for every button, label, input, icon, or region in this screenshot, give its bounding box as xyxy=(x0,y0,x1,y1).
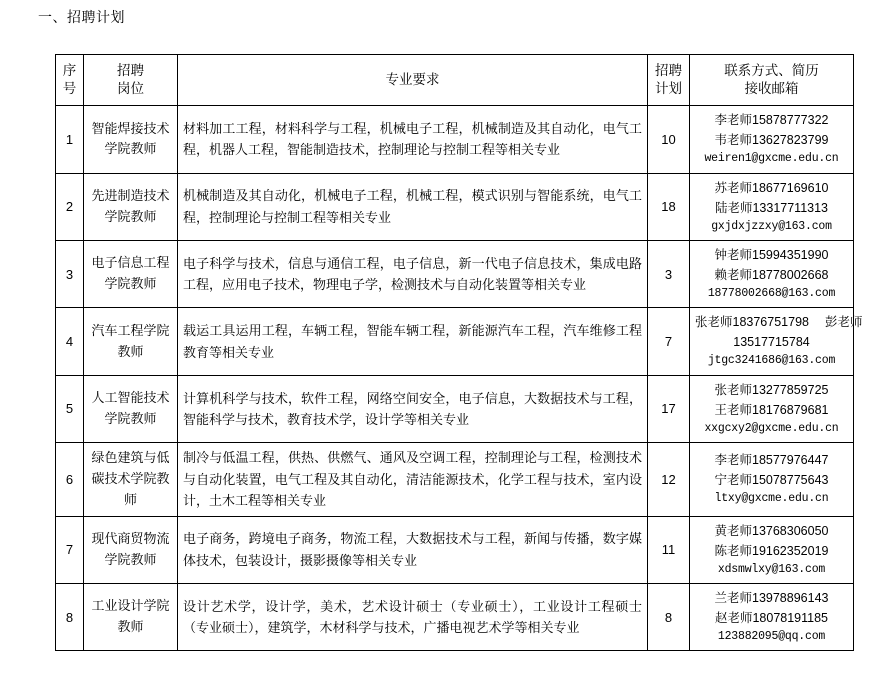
column-header-major: 专业要求 xyxy=(178,54,648,105)
cell-contact xyxy=(690,173,854,240)
cell-major-requirements: 电子商务，跨境电子商务，物流工程，大数据技术与工程，新闻与传播，数字媒体技术，包装设计，摄影摄像等相关专业 xyxy=(178,516,648,583)
cell-no: 7 xyxy=(56,516,84,583)
cell-no: 4 xyxy=(56,308,84,375)
column-header-contact-line1: 联系方式、简历 xyxy=(724,62,819,78)
cell-no: 2 xyxy=(56,173,84,240)
cell-post: 汽车工程学院教师 xyxy=(84,308,178,375)
table-row xyxy=(56,308,854,375)
contact-line: 张老师18376751798 彭老师 xyxy=(695,315,863,330)
table-row xyxy=(56,106,854,173)
cell-contact xyxy=(690,308,863,375)
column-header-contact-line2: 接收邮箱 xyxy=(744,81,799,97)
contact-email: 18778002668@163.com xyxy=(707,287,836,301)
contact-name-secondary: 彭老师 xyxy=(824,315,863,330)
cell-post: 智能焊接技术学院教师 xyxy=(84,106,178,173)
table-header xyxy=(56,54,854,105)
contact-line: 王老师18176879681 xyxy=(714,402,829,417)
contact-email: xxgcxy2@gxcme.edu.cn xyxy=(704,421,839,435)
contact-email: jtgc3241686@163.com xyxy=(707,354,836,368)
cell-contact xyxy=(690,443,854,516)
cell-major-requirements: 制冷与低温工程，供热、供燃气、通风及空调工程，控制理论与工程，检测技术与自动化装置，电气工程及其自动化，清洁能源技术，化学工程与技术，室内设计，土木工程等相关专业 xyxy=(178,443,648,516)
column-header-plan-line1: 招聘 xyxy=(655,62,682,78)
column-header-post-line1: 招聘 xyxy=(117,62,144,78)
contact-line: 钟老师15994351990 xyxy=(714,248,829,263)
cell-plan-count: 8 xyxy=(648,583,690,650)
contact-email: weiren1@gxcme.edu.cn xyxy=(704,152,839,166)
contact-line: 赖老师18778002668 xyxy=(714,268,829,283)
cell-contact xyxy=(690,375,854,442)
table-row xyxy=(56,443,854,516)
column-header-no xyxy=(56,54,84,105)
contact-line: 赵老师18078191185 xyxy=(714,610,829,625)
cell-major-requirements: 材料加工工程，材料科学与工程，机械电子工程，机械制造及其自动化，电气工程，机器人工程，智能制造技术，控制理论与控制工程等相关专业 xyxy=(178,106,648,173)
contact-line: 李老师18577976447 xyxy=(714,453,829,468)
column-header-no-line2: 号 xyxy=(62,81,77,97)
cell-post: 工业设计学院教师 xyxy=(84,583,178,650)
table-body xyxy=(56,106,863,651)
contact-line: 宁老师15078775643 xyxy=(714,473,829,488)
contact-line: 陆老师13317711313 xyxy=(714,200,829,215)
cell-contact xyxy=(690,516,854,583)
cell-contact xyxy=(690,583,854,650)
contact-email: xdsmwlxy@163.com xyxy=(717,562,826,576)
cell-contact xyxy=(690,241,854,308)
recruitment-table-container xyxy=(0,26,874,651)
column-header-post-line2: 岗位 xyxy=(117,81,144,97)
cell-plan-count: 3 xyxy=(648,241,690,308)
page-title: 一、招聘计划 xyxy=(38,9,125,25)
contact-line: 韦老师13627823799 xyxy=(714,133,829,148)
cell-major-requirements: 电子科学与技术，信息与通信工程，电子信息，新一代电子信息技术，集成电路工程，应用电子技术，物理电子学，检测技术与自动化装置等相关专业 xyxy=(178,241,648,308)
contact-line: 陈老师19162352019 xyxy=(714,543,829,558)
cell-plan-count: 17 xyxy=(648,375,690,442)
cell-contact xyxy=(690,106,854,173)
contact-line: 苏老师18677169610 xyxy=(714,180,829,195)
cell-no: 6 xyxy=(56,443,84,516)
cell-post: 现代商贸物流学院教师 xyxy=(84,516,178,583)
table-row xyxy=(56,241,854,308)
cell-plan-count: 18 xyxy=(648,173,690,240)
contact-line: 兰老师13978896143 xyxy=(714,590,829,605)
column-header-contact xyxy=(690,54,854,105)
cell-no: 5 xyxy=(56,375,84,442)
cell-major-requirements: 设计艺术学，设计学，美术，艺术设计硕士（专业硕士），工业设计工程硕士（专业硕士），建筑学，木材科学与技术，广播电视艺术学等相关专业 xyxy=(178,583,648,650)
contact-email: gxjdxjzzxy@163.com xyxy=(711,219,832,233)
column-header-plan xyxy=(648,54,690,105)
recruitment-plan-table xyxy=(55,54,863,651)
cell-plan-count: 12 xyxy=(648,443,690,516)
contact-email: 123882095@qq.com xyxy=(717,629,826,643)
table-header-row xyxy=(56,54,854,105)
table-row xyxy=(56,375,854,442)
cell-major-requirements: 机械制造及其自动化，机械电子工程，机械工程，模式识别与智能系统，电气工程，控制理论与控制工程等相关专业 xyxy=(178,173,648,240)
contact-line: 13517715784 xyxy=(733,335,810,350)
cell-post: 绿色建筑与低碳技术学院教师 xyxy=(84,443,178,516)
cell-no: 8 xyxy=(56,583,84,650)
cell-no: 1 xyxy=(56,106,84,173)
column-header-plan-line2: 计划 xyxy=(655,81,682,97)
cell-plan-count: 7 xyxy=(648,308,690,375)
contact-line: 张老师13277859725 xyxy=(714,382,829,397)
contact-line: 李老师15878777322 xyxy=(714,113,829,128)
column-header-post xyxy=(84,54,178,105)
column-header-no-line1: 序 xyxy=(62,62,77,78)
cell-post: 电子信息工程学院教师 xyxy=(84,241,178,308)
table-row xyxy=(56,173,854,240)
table-row xyxy=(56,516,854,583)
contact-email: ltxy@gxcme.edu.cn xyxy=(714,492,829,506)
cell-plan-count: 10 xyxy=(648,106,690,173)
cell-major-requirements: 计算机科学与技术，软件工程，网络空间安全，电子信息，大数据技术与工程，智能科学与技术，教育技术学，设计学等相关专业 xyxy=(178,375,648,442)
cell-plan-count: 11 xyxy=(648,516,690,583)
table-row xyxy=(56,583,854,650)
cell-post: 人工智能技术学院教师 xyxy=(84,375,178,442)
cell-post: 先进制造技术学院教师 xyxy=(84,173,178,240)
cell-no: 3 xyxy=(56,241,84,308)
contact-line: 黄老师13768306050 xyxy=(714,523,829,538)
cell-major-requirements: 载运工具运用工程，车辆工程，智能车辆工程，新能源汽车工程，汽车维修工程教育等相关专业 xyxy=(178,308,648,375)
